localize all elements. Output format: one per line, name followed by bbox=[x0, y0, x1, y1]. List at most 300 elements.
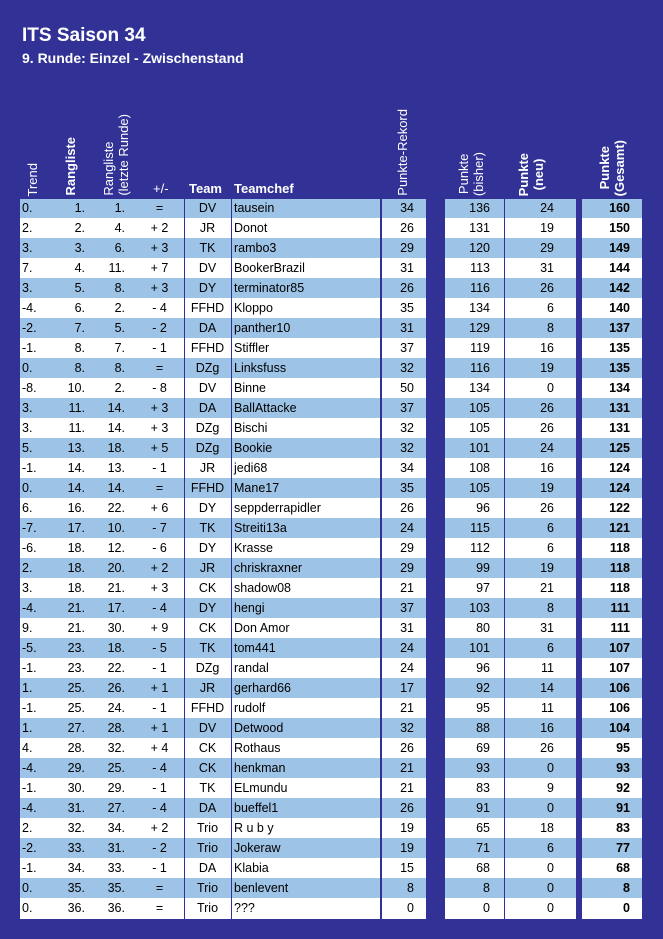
cell-rank: 11. bbox=[68, 421, 85, 435]
table-row bbox=[382, 399, 426, 419]
header-teamchef: Teamchef bbox=[234, 181, 294, 196]
header-punkte-neu-line1: Punkte bbox=[516, 152, 531, 196]
cell-team: JR bbox=[199, 221, 216, 235]
cell-teamchef: Binne bbox=[234, 381, 266, 395]
table-row bbox=[445, 519, 576, 539]
header-punkte-bisher-line1: Punkte bbox=[456, 153, 471, 195]
cell-prev-rank: 28. bbox=[107, 721, 125, 735]
cell-punkte-neu: 24 bbox=[540, 441, 554, 455]
table-row bbox=[445, 199, 576, 219]
cell-trend: -2. bbox=[22, 321, 37, 335]
cell-teamchef: ELmundu bbox=[234, 781, 288, 795]
table-row bbox=[582, 439, 642, 459]
cell-diff: + 7 bbox=[150, 261, 169, 275]
table-row bbox=[582, 679, 642, 699]
table-row bbox=[20, 379, 380, 399]
cell-prev-rank: 11. bbox=[108, 261, 125, 275]
cell-rank: 18. bbox=[67, 561, 85, 575]
table-row bbox=[382, 459, 426, 479]
cell-punkte-neu: 19 bbox=[540, 561, 554, 575]
cell-rank: 23. bbox=[67, 641, 85, 655]
cell-rank: 13. bbox=[67, 441, 85, 455]
cell-trend: 0. bbox=[22, 881, 33, 895]
cell-punkte-gesamt: 135 bbox=[609, 361, 630, 375]
cell-prev-rank: 29. bbox=[107, 781, 125, 795]
table-row bbox=[20, 199, 380, 219]
cell-punkte-rekord: 34 bbox=[400, 201, 414, 215]
cell-team: Trio bbox=[196, 901, 219, 915]
cell-trend: 3. bbox=[22, 401, 33, 415]
column-separator bbox=[504, 199, 505, 919]
table-row bbox=[382, 499, 426, 519]
cell-punkte-bisher: 101 bbox=[469, 641, 490, 655]
cell-punkte-bisher: 136 bbox=[469, 201, 490, 215]
table-row bbox=[20, 319, 380, 339]
cell-prev-rank: 30. bbox=[107, 621, 125, 635]
cell-punkte-bisher: 96 bbox=[476, 661, 490, 675]
cell-punkte-neu: 26 bbox=[540, 501, 554, 515]
cell-team: Trio bbox=[196, 881, 219, 895]
table-row bbox=[582, 199, 642, 219]
cell-punkte-rekord: 37 bbox=[400, 601, 414, 615]
header-punkte-neu bbox=[516, 153, 546, 196]
table-row bbox=[582, 259, 642, 279]
table-row bbox=[582, 239, 642, 259]
table-row bbox=[582, 639, 642, 659]
cell-diff: + 3 bbox=[150, 401, 169, 415]
table-row bbox=[382, 559, 426, 579]
cell-rank: 25. bbox=[67, 701, 85, 715]
table-row bbox=[445, 819, 576, 839]
table-row bbox=[445, 559, 576, 579]
cell-punkte-gesamt: 160 bbox=[609, 201, 630, 215]
cell-punkte-gesamt: 118 bbox=[609, 541, 630, 555]
cell-punkte-rekord: 37 bbox=[400, 341, 414, 355]
cell-prev-rank: 32. bbox=[107, 741, 125, 755]
table-row bbox=[582, 579, 642, 599]
cell-teamchef: hengi bbox=[234, 601, 265, 615]
cell-punkte-gesamt: 106 bbox=[609, 701, 630, 715]
table-row bbox=[382, 519, 426, 539]
cell-diff: = bbox=[155, 481, 164, 495]
cell-teamchef: Rothaus bbox=[234, 741, 281, 755]
cell-rank: 10. bbox=[67, 381, 85, 395]
cell-rank: 18. bbox=[67, 581, 85, 595]
table-row bbox=[582, 299, 642, 319]
cell-trend: -8. bbox=[22, 381, 37, 395]
table-row bbox=[445, 399, 576, 419]
cell-rank: 2. bbox=[74, 221, 85, 235]
cell-teamchef: rudolf bbox=[234, 701, 266, 715]
cell-prev-rank: 18. bbox=[107, 641, 125, 655]
cell-team: Trio bbox=[196, 841, 219, 855]
cell-punkte-neu: 6 bbox=[547, 641, 554, 655]
page-title: ITS Saison 34 bbox=[22, 25, 146, 46]
table-row bbox=[382, 539, 426, 559]
standings-table-gesamt bbox=[582, 199, 642, 919]
cell-team: TK bbox=[199, 641, 216, 655]
cell-trend: 4. bbox=[22, 741, 33, 755]
header-rangliste-letzte-line2: (letzte Runde) bbox=[116, 114, 131, 196]
header-punkte-neu-line2: (neu) bbox=[531, 158, 546, 191]
cell-diff: + 1 bbox=[150, 721, 169, 735]
table-row bbox=[382, 379, 426, 399]
cell-prev-rank: 33. bbox=[107, 861, 125, 875]
table-row bbox=[20, 579, 380, 599]
cell-punkte-rekord: 26 bbox=[400, 501, 414, 515]
cell-teamchef: panther10 bbox=[234, 321, 291, 335]
cell-teamchef: tom441 bbox=[234, 641, 276, 655]
cell-teamchef: Kloppo bbox=[234, 301, 273, 315]
cell-diff: - 8 bbox=[152, 381, 167, 395]
cell-prev-rank: 14. bbox=[107, 401, 125, 415]
cell-team: DA bbox=[198, 321, 217, 335]
cell-rank: 23. bbox=[67, 661, 85, 675]
cell-team: DZg bbox=[195, 441, 220, 455]
cell-rank: 27. bbox=[67, 721, 85, 735]
cell-teamchef: gerhard66 bbox=[234, 681, 291, 695]
cell-teamchef: henkman bbox=[234, 761, 286, 775]
cell-diff: = bbox=[155, 361, 164, 375]
header-punkte-gesamt-line1: Punkte bbox=[597, 146, 612, 190]
cell-prev-rank: 22. bbox=[107, 501, 125, 515]
table-row bbox=[382, 299, 426, 319]
cell-punkte-neu: 26 bbox=[540, 421, 554, 435]
table-row bbox=[382, 739, 426, 759]
table-row bbox=[445, 459, 576, 479]
cell-punkte-bisher: 83 bbox=[476, 781, 490, 795]
cell-punkte-rekord: 32 bbox=[400, 441, 414, 455]
cell-teamchef: R u b y bbox=[234, 821, 274, 835]
cell-punkte-bisher: 119 bbox=[470, 341, 490, 355]
cell-prev-rank: 34. bbox=[107, 821, 125, 835]
cell-punkte-neu: 16 bbox=[540, 721, 554, 735]
table-row bbox=[382, 759, 426, 779]
table-row bbox=[20, 459, 380, 479]
cell-rank: 21. bbox=[67, 601, 85, 615]
table-row bbox=[445, 579, 576, 599]
cell-teamchef: Streiti13a bbox=[234, 521, 287, 535]
cell-diff: - 4 bbox=[152, 801, 167, 815]
cell-team: DV bbox=[198, 381, 217, 395]
table-row bbox=[582, 519, 642, 539]
cell-rank: 33. bbox=[67, 841, 85, 855]
table-row bbox=[382, 619, 426, 639]
table-row bbox=[582, 379, 642, 399]
cell-trend: 1. bbox=[22, 681, 33, 695]
cell-team: DZg bbox=[195, 361, 220, 375]
cell-diff: - 5 bbox=[152, 641, 167, 655]
cell-teamchef: BallAttacke bbox=[234, 401, 297, 415]
cell-diff: + 2 bbox=[150, 821, 169, 835]
cell-team: DA bbox=[198, 861, 217, 875]
table-row bbox=[382, 279, 426, 299]
header-trend: Trend bbox=[25, 162, 40, 196]
cell-team: DZg bbox=[195, 661, 220, 675]
cell-team: FFHD bbox=[190, 701, 225, 715]
cell-teamchef: Donot bbox=[234, 221, 268, 235]
cell-prev-rank: 2. bbox=[114, 381, 125, 395]
cell-prev-rank: 17. bbox=[107, 601, 125, 615]
cell-punkte-bisher: 95 bbox=[476, 701, 490, 715]
cell-prev-rank: 14. bbox=[107, 421, 125, 435]
table-row bbox=[382, 359, 426, 379]
cell-rank: 17. bbox=[67, 521, 85, 535]
cell-teamchef: Bischi bbox=[234, 421, 268, 435]
table-row bbox=[582, 819, 642, 839]
table-row bbox=[382, 859, 426, 879]
cell-rank: 32. bbox=[67, 821, 85, 835]
cell-punkte-neu: 26 bbox=[540, 401, 554, 415]
table-row bbox=[582, 499, 642, 519]
cell-punkte-neu: 11 bbox=[541, 661, 554, 675]
cell-punkte-rekord: 31 bbox=[400, 261, 414, 275]
cell-punkte-bisher: 88 bbox=[476, 721, 490, 735]
cell-team: DV bbox=[198, 201, 217, 215]
table-row bbox=[20, 259, 380, 279]
table-row bbox=[445, 279, 576, 299]
cell-trend: -4. bbox=[22, 301, 37, 315]
cell-punkte-bisher: 71 bbox=[476, 841, 490, 855]
cell-punkte-rekord: 37 bbox=[400, 401, 414, 415]
cell-teamchef: jedi68 bbox=[234, 461, 268, 475]
cell-teamchef: seppderrapidler bbox=[234, 501, 321, 515]
cell-trend: 9. bbox=[22, 621, 33, 635]
cell-rank: 4. bbox=[74, 261, 85, 275]
cell-diff: - 1 bbox=[152, 341, 167, 355]
table-row bbox=[20, 479, 380, 499]
cell-punkte-neu: 11 bbox=[541, 701, 554, 715]
table-row bbox=[20, 279, 380, 299]
table-row bbox=[20, 219, 380, 239]
cell-punkte-gesamt: 93 bbox=[616, 761, 630, 775]
table-row bbox=[445, 439, 576, 459]
table-row bbox=[582, 779, 642, 799]
cell-punkte-bisher: 96 bbox=[476, 501, 490, 515]
cell-punkte-gesamt: 118 bbox=[609, 561, 630, 575]
table-row bbox=[20, 239, 380, 259]
cell-punkte-neu: 6 bbox=[547, 521, 554, 535]
cell-trend: -2. bbox=[22, 841, 37, 855]
cell-punkte-rekord: 21 bbox=[400, 761, 414, 775]
table-row bbox=[382, 579, 426, 599]
table-row bbox=[582, 419, 642, 439]
cell-team: DY bbox=[198, 601, 217, 615]
table-row bbox=[445, 799, 576, 819]
cell-teamchef: tausein bbox=[234, 201, 275, 215]
cell-punkte-rekord: 35 bbox=[400, 301, 414, 315]
cell-diff: - 1 bbox=[152, 661, 167, 675]
cell-punkte-gesamt: 77 bbox=[616, 841, 630, 855]
table-row bbox=[582, 719, 642, 739]
cell-prev-rank: 22. bbox=[107, 661, 125, 675]
table-row bbox=[445, 599, 576, 619]
cell-trend: -5. bbox=[22, 641, 37, 655]
cell-punkte-neu: 0 bbox=[547, 381, 554, 395]
cell-teamchef: Klabia bbox=[234, 861, 269, 875]
cell-punkte-rekord: 8 bbox=[407, 881, 414, 895]
cell-team: FFHD bbox=[190, 481, 225, 495]
cell-prev-rank: 8. bbox=[114, 361, 125, 375]
table-row bbox=[20, 699, 380, 719]
cell-rank: 8. bbox=[74, 361, 85, 375]
cell-prev-rank: 35. bbox=[107, 881, 125, 895]
table-row bbox=[445, 319, 576, 339]
table-row bbox=[582, 479, 642, 499]
cell-punkte-bisher: 97 bbox=[476, 581, 490, 595]
column-separator bbox=[184, 199, 185, 919]
cell-punkte-bisher: 113 bbox=[470, 261, 490, 275]
cell-trend: 3. bbox=[22, 421, 33, 435]
cell-punkte-rekord: 26 bbox=[400, 801, 414, 815]
cell-punkte-bisher: 134 bbox=[469, 381, 490, 395]
cell-rank: 14. bbox=[67, 481, 85, 495]
cell-punkte-neu: 8 bbox=[547, 321, 554, 335]
cell-punkte-neu: 8 bbox=[547, 601, 554, 615]
cell-prev-rank: 26. bbox=[107, 681, 125, 695]
cell-punkte-bisher: 69 bbox=[476, 741, 490, 755]
table-row bbox=[445, 359, 576, 379]
table-row bbox=[445, 899, 576, 919]
cell-rank: 1. bbox=[74, 201, 85, 215]
cell-prev-rank: 1. bbox=[114, 201, 125, 215]
table-row bbox=[445, 339, 576, 359]
table-row bbox=[582, 219, 642, 239]
cell-prev-rank: 4. bbox=[114, 221, 125, 235]
page-subtitle: 9. Runde: Einzel - Zwischenstand bbox=[22, 50, 244, 66]
cell-teamchef: Don Amor bbox=[234, 621, 290, 635]
cell-prev-rank: 12. bbox=[107, 541, 125, 555]
cell-team: DY bbox=[198, 541, 217, 555]
cell-diff: + 9 bbox=[150, 621, 169, 635]
column-separator bbox=[231, 199, 232, 919]
cell-rank: 25. bbox=[67, 681, 85, 695]
table-row bbox=[20, 879, 380, 899]
cell-prev-rank: 25. bbox=[107, 761, 125, 775]
cell-punkte-gesamt: 125 bbox=[609, 441, 630, 455]
cell-prev-rank: 8. bbox=[114, 281, 125, 295]
cell-diff: + 2 bbox=[150, 561, 169, 575]
cell-punkte-gesamt: 118 bbox=[609, 581, 630, 595]
cell-punkte-neu: 19 bbox=[540, 481, 554, 495]
cell-diff: - 2 bbox=[152, 321, 167, 335]
table-row bbox=[582, 459, 642, 479]
cell-prev-rank: 24. bbox=[107, 701, 125, 715]
cell-diff: - 4 bbox=[152, 761, 167, 775]
cell-punkte-bisher: 0 bbox=[483, 901, 490, 915]
cell-punkte-gesamt: 0 bbox=[623, 901, 630, 915]
cell-prev-rank: 31. bbox=[107, 841, 125, 855]
table-row bbox=[582, 799, 642, 819]
table-row bbox=[582, 279, 642, 299]
cell-diff: + 3 bbox=[150, 581, 169, 595]
cell-diff: = bbox=[155, 901, 164, 915]
table-row bbox=[445, 859, 576, 879]
cell-team: Trio bbox=[196, 821, 219, 835]
table-row bbox=[382, 819, 426, 839]
table-row bbox=[20, 399, 380, 419]
cell-trend: 0. bbox=[22, 481, 33, 495]
table-row bbox=[20, 779, 380, 799]
table-row bbox=[382, 259, 426, 279]
cell-team: TK bbox=[199, 521, 216, 535]
cell-prev-rank: 18. bbox=[107, 441, 125, 455]
cell-teamchef: terminator85 bbox=[234, 281, 305, 295]
cell-prev-rank: 20. bbox=[107, 561, 125, 575]
cell-punkte-gesamt: 95 bbox=[616, 741, 630, 755]
cell-diff: - 1 bbox=[152, 701, 167, 715]
cell-teamchef: benlevent bbox=[234, 881, 289, 895]
cell-team: JR bbox=[199, 461, 216, 475]
cell-teamchef: rambo3 bbox=[234, 241, 277, 255]
table-row bbox=[20, 439, 380, 459]
table-row bbox=[582, 539, 642, 559]
table-row bbox=[20, 599, 380, 619]
cell-team: DZg bbox=[195, 421, 220, 435]
cell-rank: 3. bbox=[74, 241, 85, 255]
table-row bbox=[582, 739, 642, 759]
cell-punkte-gesamt: 149 bbox=[609, 241, 630, 255]
cell-punkte-rekord: 0 bbox=[407, 901, 414, 915]
cell-trend: 0. bbox=[22, 361, 33, 375]
cell-team: TK bbox=[199, 781, 216, 795]
cell-punkte-rekord: 21 bbox=[400, 781, 414, 795]
cell-punkte-gesamt: 107 bbox=[609, 641, 630, 655]
table-row bbox=[445, 699, 576, 719]
cell-punkte-rekord: 35 bbox=[400, 481, 414, 495]
table-row bbox=[382, 639, 426, 659]
cell-punkte-rekord: 26 bbox=[400, 221, 414, 235]
table-row bbox=[445, 539, 576, 559]
cell-rank: 35. bbox=[67, 881, 85, 895]
table-row bbox=[20, 899, 380, 919]
cell-punkte-bisher: 99 bbox=[476, 561, 490, 575]
cell-diff: - 1 bbox=[152, 781, 167, 795]
cell-punkte-neu: 19 bbox=[540, 221, 554, 235]
table-row bbox=[20, 299, 380, 319]
cell-punkte-rekord: 31 bbox=[400, 321, 414, 335]
cell-trend: 1. bbox=[22, 721, 33, 735]
cell-team: CK bbox=[198, 741, 217, 755]
cell-punkte-bisher: 80 bbox=[476, 621, 490, 635]
cell-punkte-gesamt: 124 bbox=[609, 461, 630, 475]
cell-rank: 8. bbox=[74, 341, 85, 355]
cell-punkte-neu: 18 bbox=[540, 821, 554, 835]
cell-rank: 5. bbox=[74, 281, 85, 295]
cell-punkte-bisher: 8 bbox=[483, 881, 490, 895]
cell-teamchef: Stiffler bbox=[234, 341, 270, 355]
table-row bbox=[20, 739, 380, 759]
cell-prev-rank: 36. bbox=[107, 901, 125, 915]
table-row bbox=[20, 499, 380, 519]
cell-trend: 0. bbox=[22, 901, 33, 915]
table-row bbox=[582, 899, 642, 919]
table-row bbox=[382, 679, 426, 699]
cell-punkte-rekord: 19 bbox=[400, 841, 414, 855]
cell-trend: 7. bbox=[22, 261, 33, 275]
table-row bbox=[582, 659, 642, 679]
cell-punkte-neu: 6 bbox=[547, 841, 554, 855]
table-row bbox=[382, 219, 426, 239]
cell-diff: - 4 bbox=[152, 601, 167, 615]
table-row bbox=[20, 419, 380, 439]
table-row bbox=[20, 539, 380, 559]
table-row bbox=[382, 419, 426, 439]
table-row bbox=[582, 399, 642, 419]
table-row bbox=[382, 599, 426, 619]
cell-punkte-gesamt: 150 bbox=[609, 221, 630, 235]
cell-punkte-bisher: 134 bbox=[469, 301, 490, 315]
